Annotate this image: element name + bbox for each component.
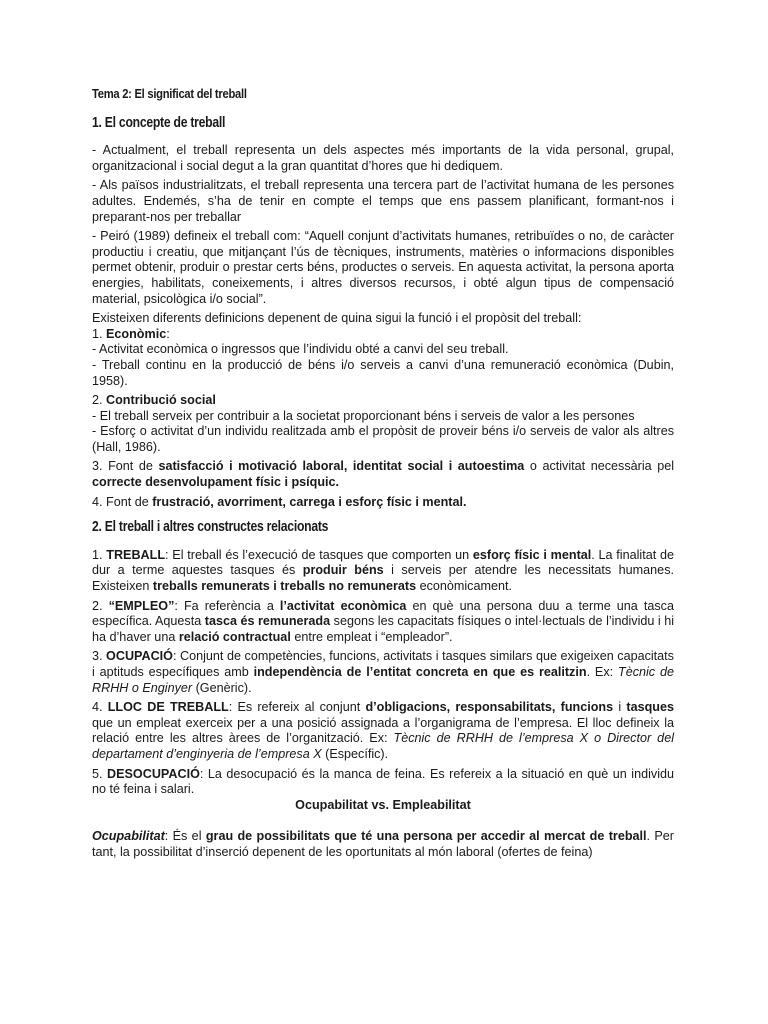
item-empleo: 2. “EMPLEO”: Fa referència a l’activitat econòmica en què una persona duu a terme una tasca específica. Aquesta tasca és remunerada segons les capacitats físiques o intel·lectuals de l’individu i hi ha d’haver una relació contractual entre empleat i “empleador”. (92, 598, 675, 644)
section-1-heading: 1. El concepte de treball (92, 114, 226, 131)
definition-social-a: - El treball serveix per contribuir a la societat proporcionant béns i serveis de valor a les persones (92, 408, 635, 423)
definition-economic-b: - Treball continu en la producció de béns i/o serveis a canvi d’una remuneració econòmica (Dubin, 1958). (92, 357, 674, 388)
item-ocupacio: 3. OCUPACIÓ: Conjunt de competències, funcions, activitats i tasques similars que exigeixen capacitats i aptituds específiques amb independència de l’entitat concreta en que es realitzin. Ex: Tècnic de RRHH o Enginyer (Genèric). (92, 649, 674, 695)
paragraph-paisos: - Als països industrialitzats, el treball representa una tercera part de l’activitat humana de les persones adultes. Endemés, s’ha de tenir en compte el temps que ens passem planificant, formant-nos i preparant-nos per treballar (92, 178, 674, 224)
definition-satisfaccio: 3. Font de satisfacció i motivació laboral, identitat social i autoestima o activitat necessària pel correcte desenvolupament físic i psíquic. (92, 459, 674, 490)
section-2-heading: 2. El treball i altres constructes relacionats (92, 519, 329, 536)
paragraph-peiro: - Peiró (1989) defineix el treball com: “Aquell conjunt d’activitats humanes, retribuïdes o no, de caràcter productiu i creatiu, que mitjançant l’ús de tècniques, instruments, matèries o informacions disponibles permet obtenir, produir o prestar certs béns, productes o serveis. En aquesta activitat, la persona aporta energies, habilitats, coneixements, i altres diversos recursos, i obté algun tipus de compensació material, psicològica i/o social”. (92, 229, 674, 306)
item-treball: 1. TREBALL: El treball és l’execució de tasques que comporten un esforç físic i mental. La finalitat de dur a terme aquestes tasques és produir béns i serveis per atendre les necessitats humanes. Existeixen treballs remunerats i treballs no remunerats econòmicament. (92, 547, 674, 594)
definition-frustracio: 4. Font de frustració, avorriment, carrega i esforç físic i mental. (92, 494, 467, 509)
document-page (92, 86, 674, 865)
definition-economic-a: - Activitat econòmica o ingressos que l’individu obté a canvi del seu treball. (92, 342, 509, 357)
paragraph-definicions: Existeixen diferents definicions depenent de quina sigui la funció i el propòsit del treball: (92, 311, 582, 326)
paragraph-ocupabilitat: Ocupabilitat: És el grau de possibilitats que té una persona per accedir al mercat de treball. Per tant, la possibilitat d’inserció depenent de les oportunitats al món laboral (ofertes de feina) (92, 829, 674, 859)
definition-social-heading: 2. Contribució social (92, 393, 216, 408)
definition-social-b: - Esforç o activitat d’un individu realitzada amb el propòsit de proveir béns i/o serveis de valor als altres (Hall, 1986). (92, 424, 674, 454)
item-lloc-de-treball: 4. LLOC DE TREBALL: Es refereix al conjunt d’obligacions, responsabilitats, funcions i tasques que un empleat exerceix per a una posició assignada a l’organigrama de l’empresa. El lloc defineix la relació entre les altres àrees de l’organització. Ex: Tècnic de RRHH de l’empresa X o Director del departament d’enginyeria de l’empresa X (Específic). (92, 700, 674, 761)
subheading-ocupabilitat: Ocupabilitat vs. Empleabilitat (295, 797, 471, 812)
item-desocupacio: 5. DESOCUPACIÓ: La desocupació és la manca de feina. Es refereix a la situació en què un individu no té feina i salari. (92, 766, 674, 797)
document-title: Tema 2: El significat del treball (92, 86, 247, 101)
paragraph-actualment: - Actualment, el treball representa un dels aspectes més importants de la vida personal, grupal, organitzacional i social degut a la gran quantitat d’hores que hi dediquem. (92, 143, 674, 173)
definition-economic-heading: 1. Econòmic: (92, 326, 170, 341)
